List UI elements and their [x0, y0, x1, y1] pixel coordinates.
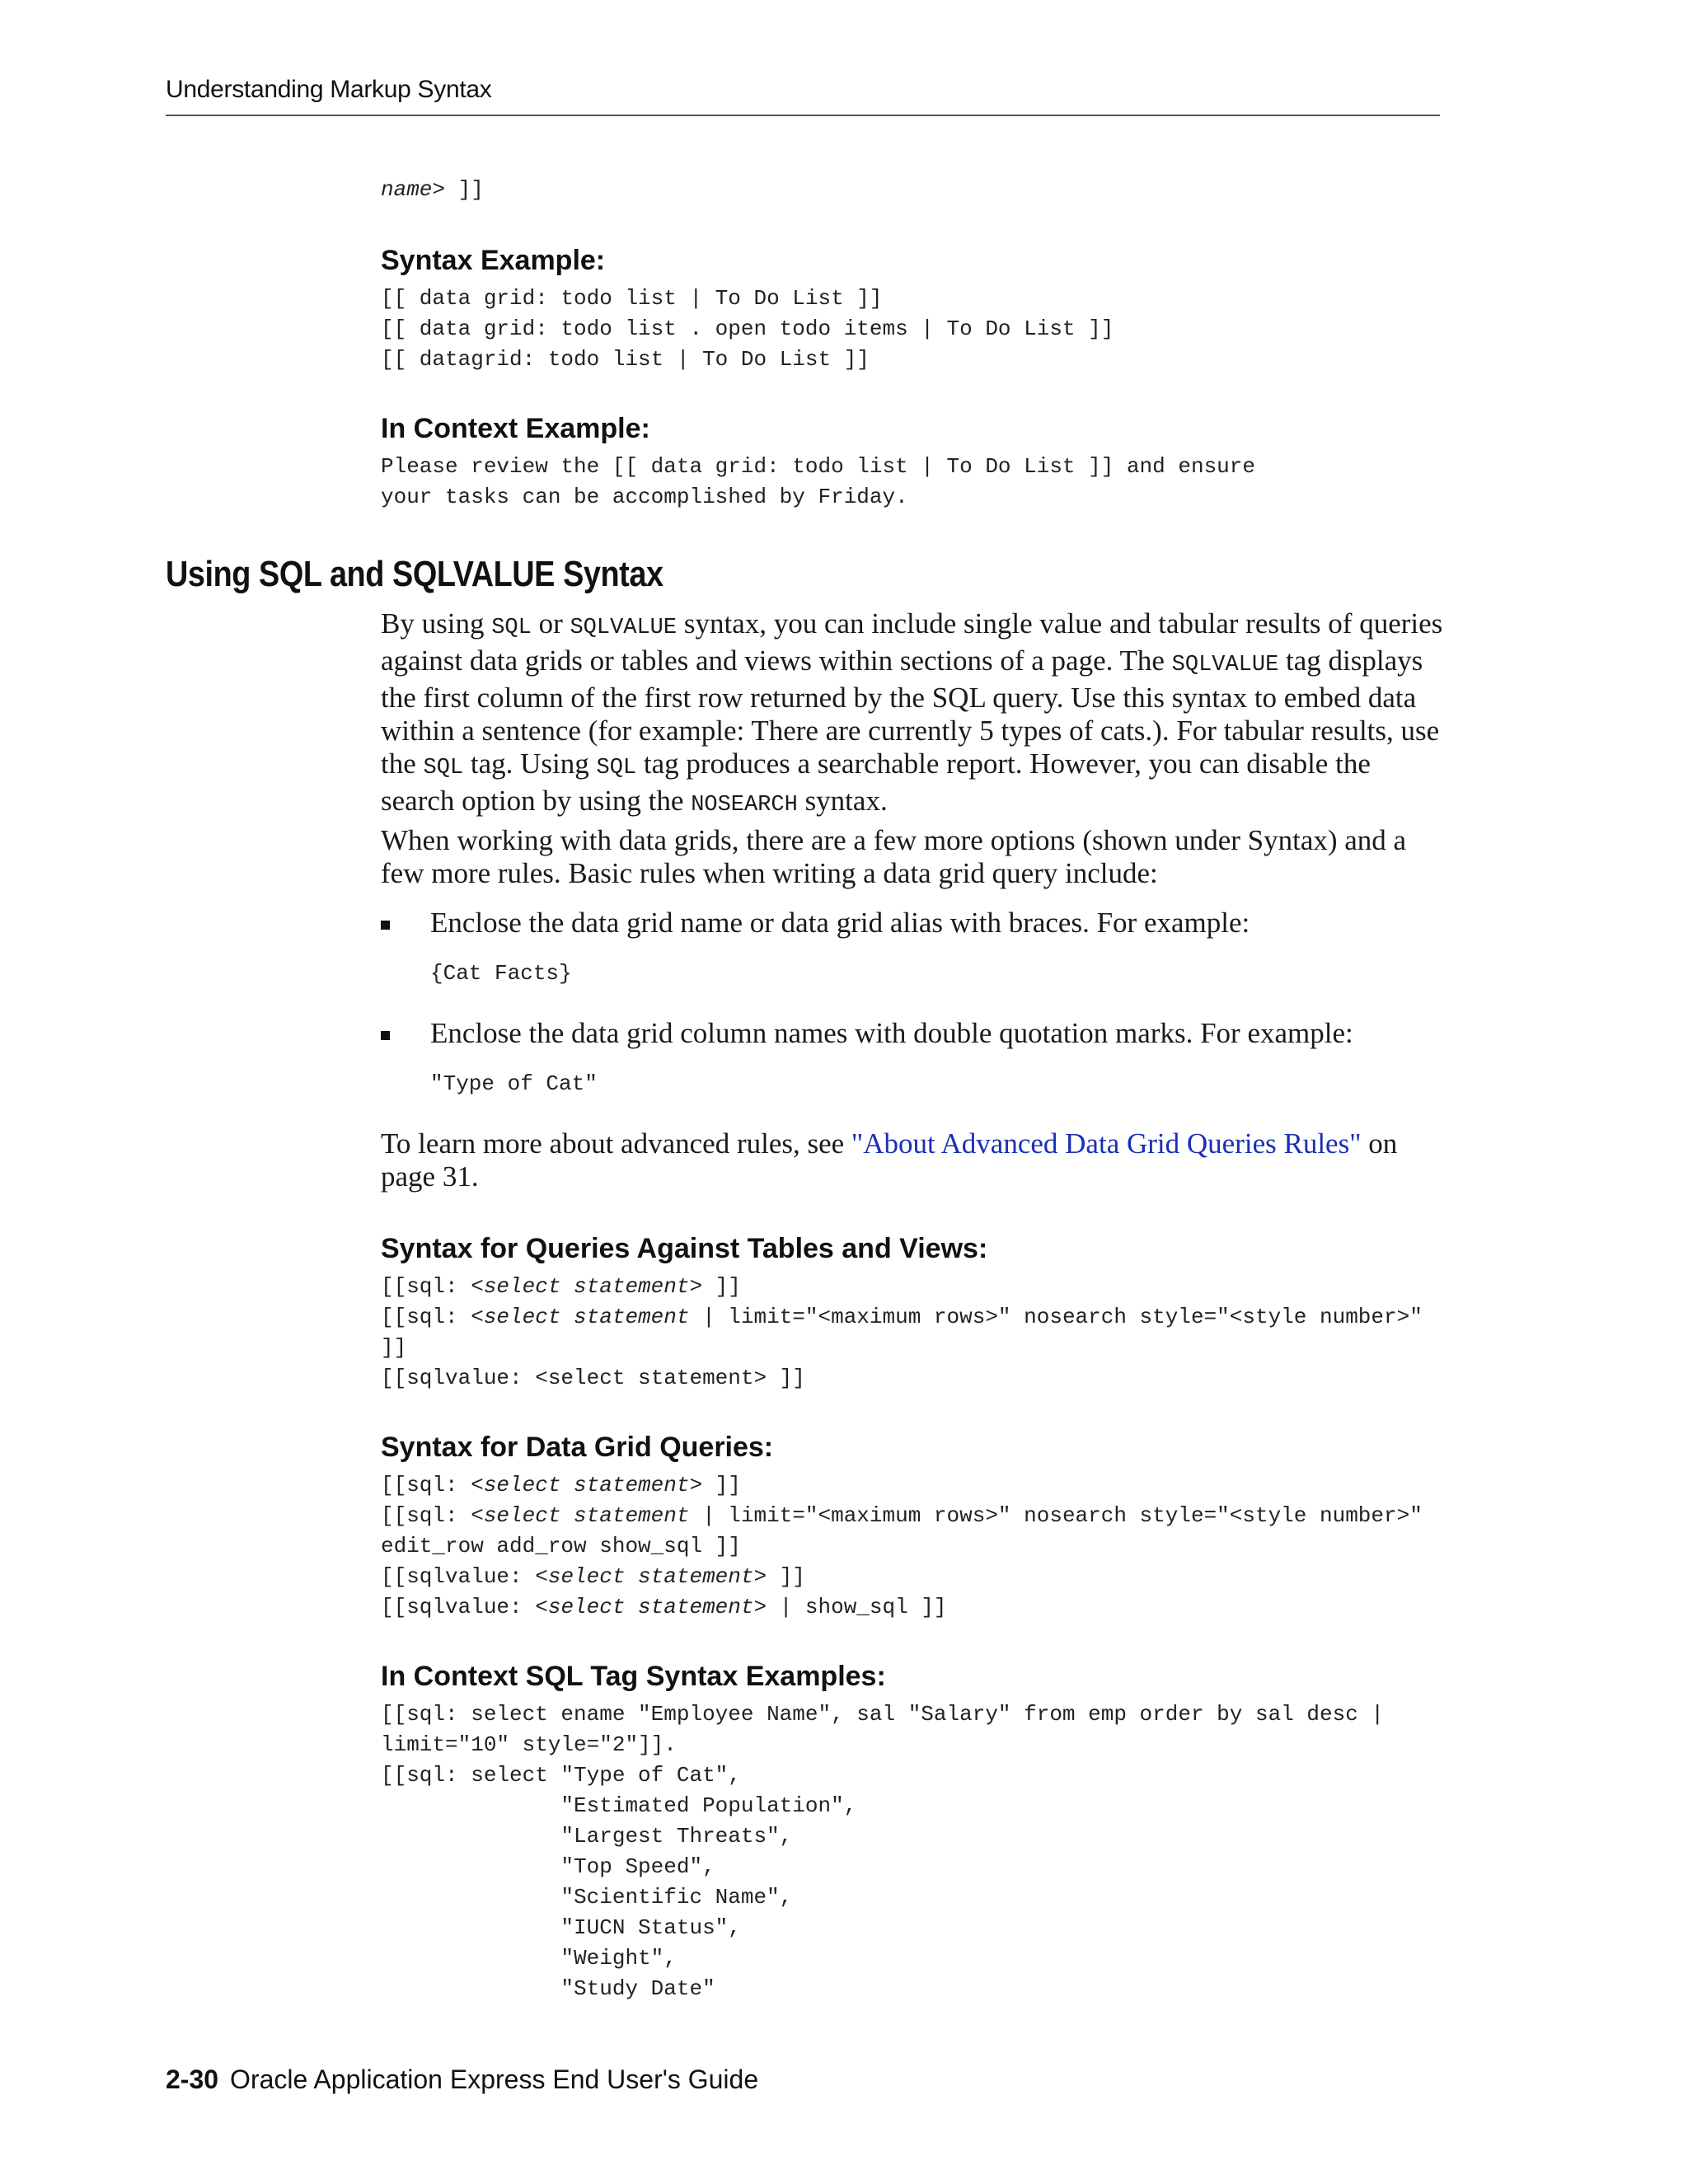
rules-text: When working with data grids, there are a few more options (shown under Syntax) and a few more rules. Basic rules when writing a data grid query include:: [381, 824, 1407, 889]
code-line: your tasks can be accomplished by Friday.: [381, 485, 908, 509]
code-line: "Scientific Name",: [381, 1885, 793, 1910]
inline-code: SQLVALUE: [570, 616, 678, 640]
inline-code: SQL: [491, 616, 532, 640]
syntax-example-heading: Syntax Example:: [381, 245, 606, 276]
sql-examples-code: [381, 1699, 1384, 2004]
text-run: tag. Using: [463, 748, 597, 780]
text-run: tag produces a searchable report. However, you can disable the search option by using the: [381, 748, 1371, 817]
bullet-text: Enclose the data grid name or data grid alias with braces. For example:: [430, 907, 1250, 939]
running-header: Understanding Markup Syntax: [166, 76, 492, 103]
page-number: 2-30: [166, 2064, 219, 2094]
in-context-section: [381, 412, 650, 445]
text-run: By using: [381, 607, 492, 640]
bullet-code-text: {Cat Facts}: [430, 961, 572, 986]
continuation-rest: > ]]: [432, 177, 484, 202]
code-line: [[ datagrid: todo list | To Do List ]]: [381, 347, 870, 372]
code-line: "Largest Threats",: [381, 1824, 793, 1849]
code-line: [[sql: select "Type of Cat",: [381, 1763, 741, 1788]
code-line: "Estimated Population",: [381, 1793, 857, 1818]
bullet-item: [381, 907, 1452, 940]
text-run: or: [531, 607, 570, 640]
page-footer: [166, 2064, 758, 2095]
book-title: Oracle Application Express End User's Guide: [230, 2064, 759, 2094]
inline-code: SQL: [596, 756, 637, 780]
tables-views-code: [[sql: <select statement> ]] [[sql: <select statement | limit="<maximum rows>" nosearch style="<style number>" ]] [[sqlvalue: <select statement> ]]: [381, 1274, 1423, 1390]
code-line: limit="10" style="2"]].: [381, 1732, 677, 1757]
bullet-code: [430, 1069, 598, 1099]
inline-code: NOSEARCH: [691, 793, 798, 818]
code-line: [[ data grid: todo list . open todo items | To Do List ]]: [381, 316, 1114, 341]
bullet-square-icon: [381, 1031, 390, 1040]
code-line: "Study Date": [381, 1976, 715, 2001]
text-run: syntax, you can include single value and tabular results of queries against data grids or tables and views within sections of a page. The: [381, 607, 1443, 677]
text-run: syntax.: [797, 785, 888, 817]
data-grid-code: [[sql: <select statement> ]] [[sql: <select statement | limit="<maximum rows>" nosearch style="<style number>" edit_row add_row show_sql ]] [[sqlvalue: <select statement> ]] [[sqlvalue: <select statement> | show_sql ]]: [381, 1473, 1423, 1619]
syntax-example-section: [381, 244, 605, 277]
data-grid-heading: Syntax for Data Grid Queries:: [381, 1432, 774, 1463]
in-context-heading: In Context Example:: [381, 413, 650, 444]
text-run: tag displays the first column of the first row returned by the SQL query. Use this syntax to embed data within a sentence (for example: There are currently 5 types of cats.). For tabular results, use the: [381, 644, 1440, 780]
advanced-rules-link[interactable]: "About Advanced Data Grid Queries Rules": [851, 1127, 1362, 1160]
code-line: Please review the [[ data grid: todo list | To Do List ]] and ensure: [381, 454, 1255, 479]
intro-paragraph: [381, 607, 1444, 822]
inline-code: SQL: [423, 756, 464, 780]
text-run: on page 31.: [381, 1127, 1398, 1193]
code-line: [[sql: select ename "Employee Name", sal "Salary" from emp order by sal desc |: [381, 1702, 1384, 1727]
bullet-square-icon: [381, 921, 390, 930]
in-context-code: [381, 452, 1255, 513]
continuation-name: name: [381, 177, 433, 202]
tables-views-section: [381, 1232, 987, 1265]
inline-code: SQLVALUE: [1171, 653, 1279, 677]
sql-examples-section: [381, 1660, 886, 1693]
bullet-text: Enclose the data grid column names with double quotation marks. For example:: [430, 1017, 1353, 1049]
bullet-code: [430, 958, 572, 989]
tables-views-heading: Syntax for Queries Against Tables and Views:: [381, 1233, 988, 1264]
syntax-example-code: [381, 284, 1114, 375]
code-line: "Weight",: [381, 1946, 677, 1971]
code-line: "Top Speed",: [381, 1854, 715, 1879]
text-run: To learn more about advanced rules, see: [381, 1127, 851, 1160]
bullet-code-text: "Type of Cat": [430, 1071, 598, 1096]
rules-paragraph: [381, 824, 1411, 890]
code-line: "IUCN Status",: [381, 1915, 741, 1940]
advanced-rules-paragraph: [381, 1127, 1444, 1193]
continuation-line: [381, 175, 484, 205]
header-divider: [166, 115, 1440, 116]
code-line: [[ data grid: todo list | To Do List ]]: [381, 286, 883, 311]
section-title: Using SQL and SQLVALUE Syntax: [166, 554, 663, 594]
data-grid-section: [381, 1431, 773, 1464]
sql-examples-heading: In Context SQL Tag Syntax Examples:: [381, 1661, 886, 1692]
bullet-item: [381, 1017, 1452, 1050]
